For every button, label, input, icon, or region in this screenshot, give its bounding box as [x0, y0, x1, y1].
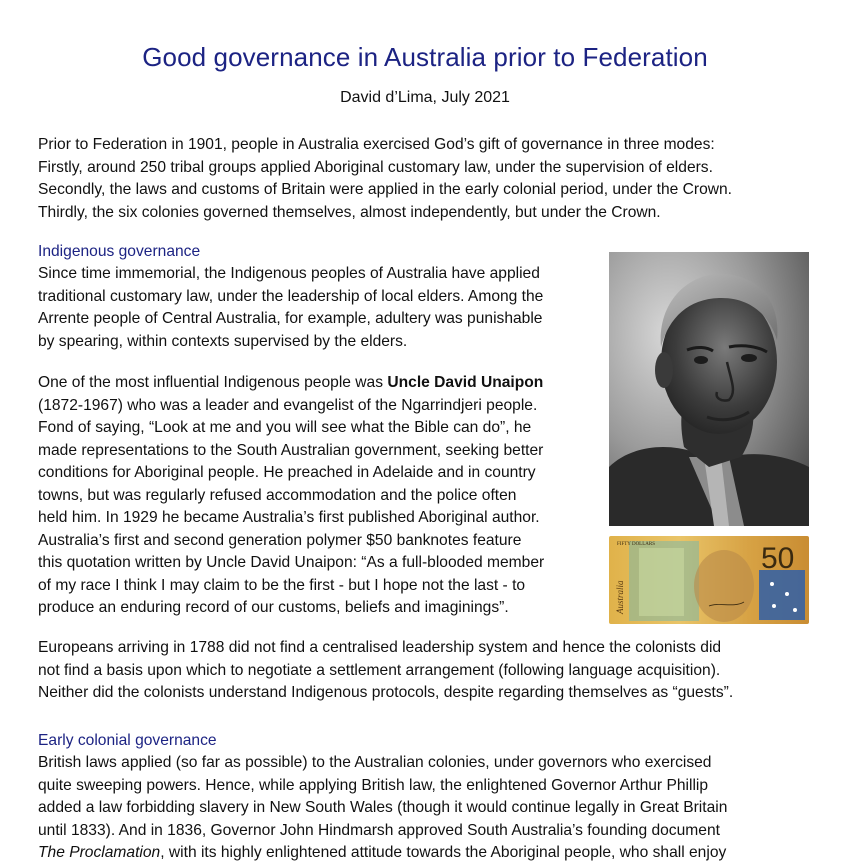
text-line: towns, but was regularly refused accommodation and the police often — [38, 486, 517, 504]
text-line: traditional customary law, under the leadership of local elders. Among the — [38, 287, 544, 305]
banknote-image — [609, 536, 809, 624]
text-line: Australia’s first and second generation polymer $50 banknotes feature — [38, 531, 522, 549]
text-line: quite sweeping powers. Hence, while applying British law, the enlightened Governor Arthur Phillip — [38, 776, 709, 794]
text-line: Firstly, around 250 tribal groups applied Aboriginal customary law, under the supervision of elders. — [38, 158, 713, 176]
text-line: this quotation written by Uncle David Unaipon: “As a full-blooded member — [38, 554, 545, 571]
banknote-side-label: Australia — [615, 580, 625, 614]
text-line: Fond of saying, “Look at me and you will see what the Bible can do”, he — [38, 419, 532, 436]
indigenous-paragraph-1 — [38, 263, 543, 353]
text-line — [38, 372, 544, 395]
colonial-paragraph — [38, 752, 727, 865]
byline: David d’Lima, July 2021 — [340, 89, 510, 106]
text-line: (1872-1967) who was a leader and evangelist of the Ngarrindjeri people. — [38, 396, 538, 414]
intro-paragraph — [38, 134, 732, 224]
banknote-illustration — [609, 536, 809, 624]
text-line: produce an enduring record of our customs, beliefs and imaginings”. — [38, 599, 509, 616]
text-line: Thirdly, the six colonies governed themselves, almost independently, but under the Crown. — [38, 203, 661, 221]
text-line: made representations to the South Australian government, seeking better — [38, 441, 544, 459]
text-line: held him. In 1929 he became Australia’s first published Aboriginal author. — [38, 509, 540, 526]
text-line: until 1833). And in 1836, Governor John Hindmarsh approved South Australia’s founding document — [38, 821, 720, 839]
text-line: Europeans arriving in 1788 did not find a centralised leadership system and hence the colonists did — [38, 639, 722, 656]
section-heading-indigenous: Indigenous governance — [38, 243, 201, 260]
text-line: Neither did the colonists understand Indigenous protocols, despite regarding themselves as “guests”. — [38, 684, 734, 701]
text-line: Arrente people of Central Australia, for example, adultery was punishable — [38, 310, 543, 327]
text-line-rest: , with its highly enlightened attitude towards the Aboriginal people, who shall enjoy — [160, 844, 727, 861]
person-name-bold: Uncle David Unaipon — [387, 374, 544, 391]
text-line: British laws applied (so far as possible) to the Australian colonies, under governors who exercised — [38, 754, 712, 771]
text-line: not find a basis upon which to negotiate a settlement arrangement (following language acquisition). — [38, 661, 721, 679]
portrait-illustration — [609, 252, 809, 526]
document-title-italic: The Proclamation — [38, 844, 161, 861]
text-line: Since time immemorial, the Indigenous peoples of Australia have applied — [38, 265, 540, 282]
portrait-photo — [609, 252, 809, 526]
text-line-prefix: One of the most influential Indigenous people was — [38, 374, 388, 391]
page-title: Good governance in Australia prior to Federation — [142, 42, 708, 72]
text-line — [38, 842, 727, 865]
indigenous-paragraph-3 — [38, 637, 733, 705]
section-heading-colonial: Early colonial governance — [38, 732, 217, 749]
indigenous-paragraph-2 — [38, 372, 544, 620]
text-line: added a law forbidding slavery in New South Wales (though it would continue legally in Great Britain — [38, 799, 728, 816]
text-line: Prior to Federation in 1901, people in Australia exercised God’s gift of governance in three modes: — [38, 136, 715, 153]
text-line: conditions for Aboriginal people. He preached in Adelaide and in country — [38, 464, 536, 481]
text-line: Secondly, the laws and customs of Britain were applied in the early colonial period, under the Crown. — [38, 181, 733, 198]
text-line: of my race I think I may claim to be the first - but I hope not the last - to — [38, 576, 526, 594]
banknote-top-label: FIFTY DOLLARS — [617, 542, 656, 547]
text-line: by spearing, within contexts supervised by the elders. — [38, 332, 408, 350]
banknote-denomination: 50 — [761, 542, 795, 575]
